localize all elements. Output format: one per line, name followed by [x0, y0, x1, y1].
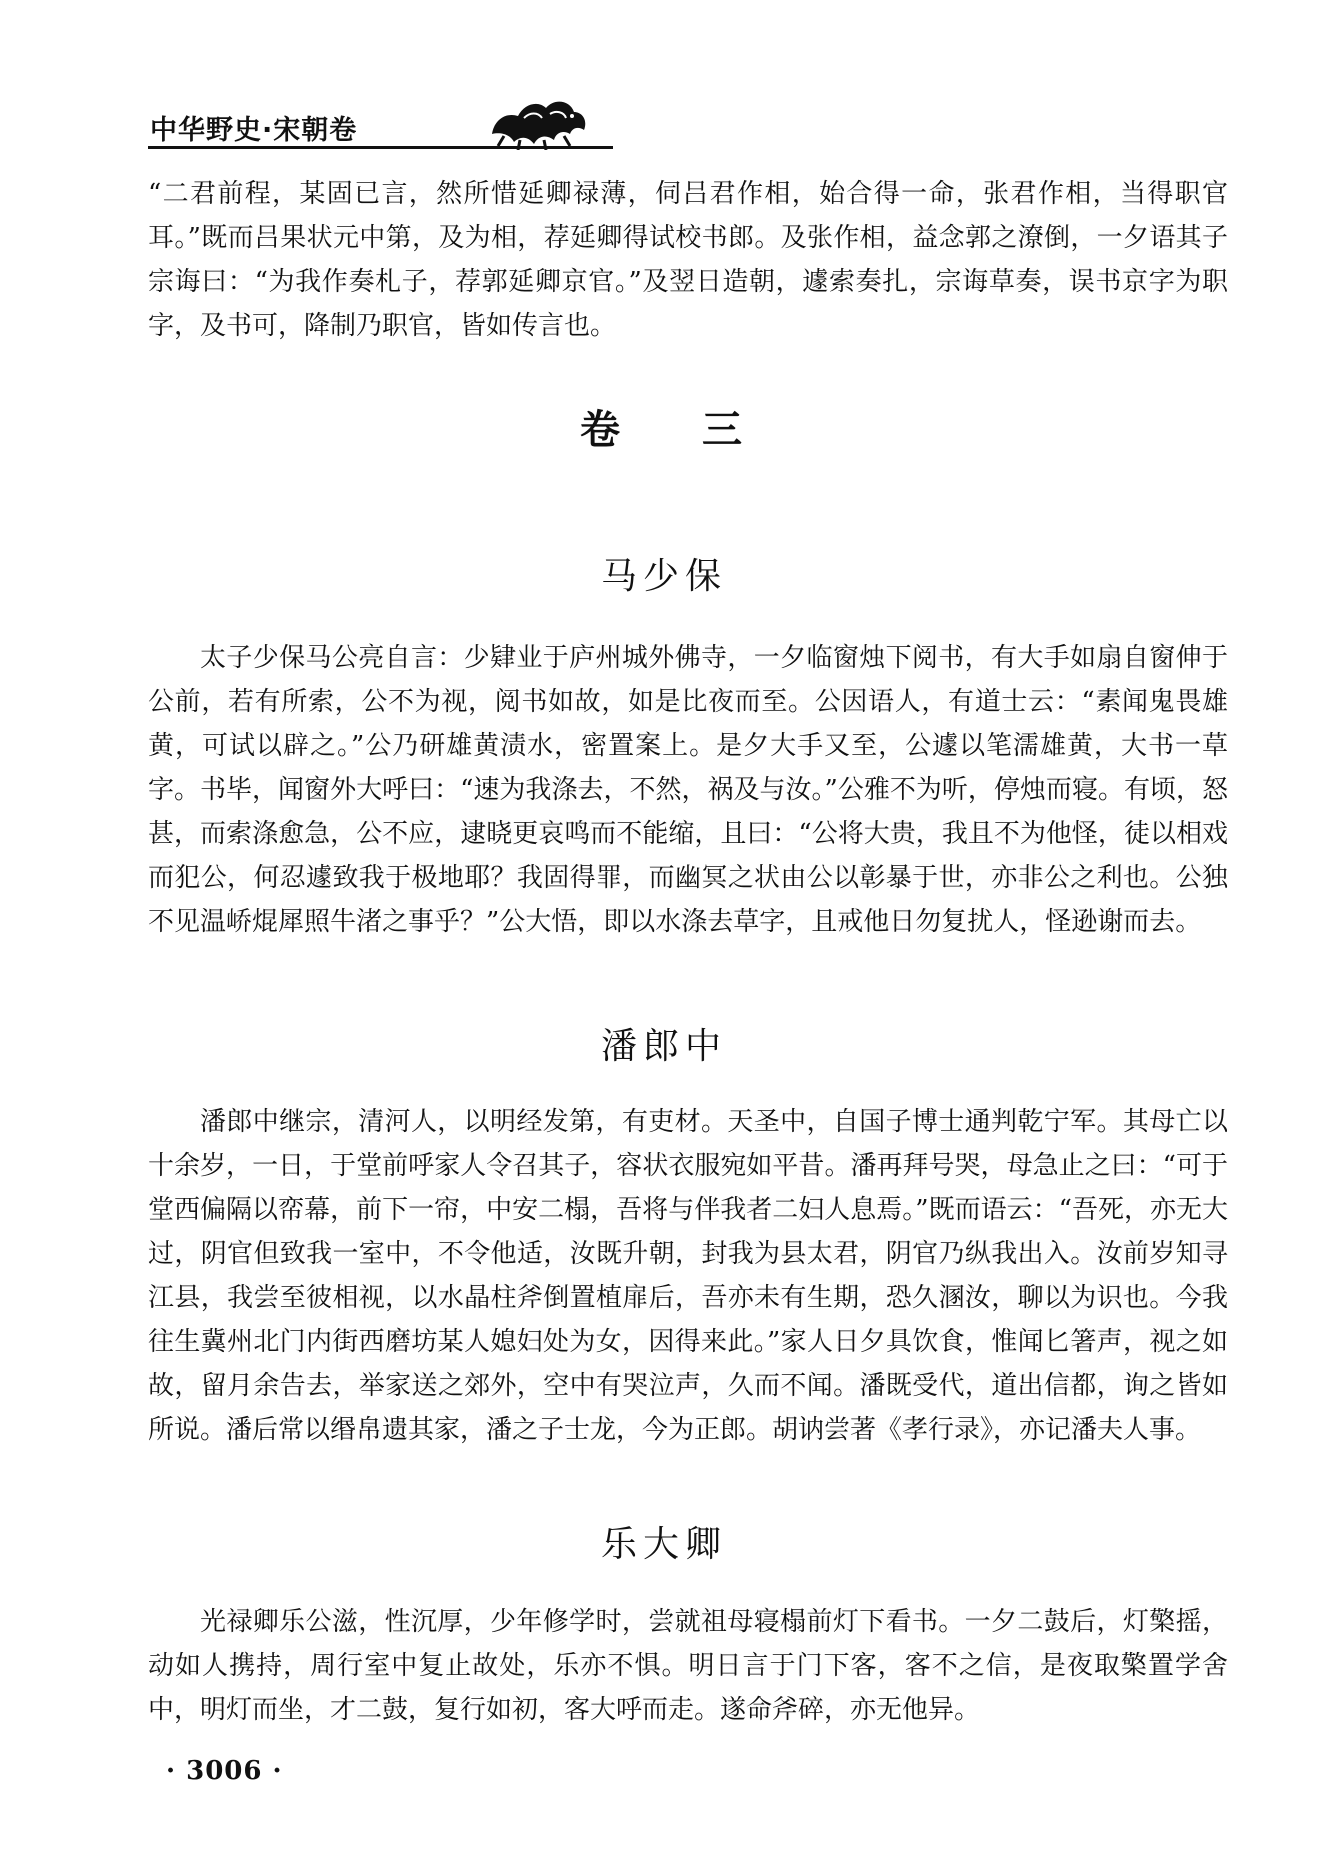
section-text-pan-langzhong: 潘郎中继宗，清河人，以明经发第，有吏材。天圣中，自国子博士通判乾宁军。其母亡以十余岁，一日，于堂前呼家人令召其子，容状衣服宛如平昔。潘再拜号哭，母急止之曰：“可于堂西偏隔以帟幕，前下一帘，中安二榻，吾将与伴我者二妇人息焉。”既而语云：“吾死，亦无大过，阴官但致我一室中，不令他适，汝既升朝，封我为县太君，阴官乃纵我出入。汝前岁知寻江县，我尝至彼相视，以水晶柱斧倒置植扉后，吾亦未有生期，恐久溷汝，聊以为识也。今我往生冀州北门内街西磨坊某人媳妇处为女，因得来此。”家人日夕具饮食，惟闻匕箸声，视之如故，留月余告去，举家送之郊外，空中有哭泣声，久而不闻。潘既受代，道出信都，询之皆如所说。潘后常以缗帛遗其家，潘之子士龙，今为正郎。胡讷尝著《孝行录》，亦记潘夫人事。 — [148, 1107, 1228, 1445]
section-title-ma-shaobao: 马少保 — [600, 556, 727, 597]
header-rule — [148, 146, 613, 149]
section-title-le-daqing: 乐大卿 — [600, 1524, 727, 1565]
section-text-ma-shaobao: 太子少保马公亮自言：少肄业于庐州城外佛寺，一夕临窗烛下阅书，有大手如扇自窗伸于公前，若有所索，公不为视，阅书如故，如是比夜而至。公因语人，有道士云：“素闻鬼畏雄黄，可试以辟之。”公乃研雄黄渍水，密置案上。是夕大手又至，公遽以笔濡雄黄，大书一草字。书毕，闻窗外大呼曰：“速为我涤去，不然，祸及与汝。”公雅不为听，停烛而寝。有顷，怒甚，而索涤愈急，公不应，逮晓更哀鸣而不能缩，且曰：“公将大贵，我且不为他怪，徒以相戏而犯公，何忍遽致我于极地耶？我固得罪，而幽冥之状由公以彰暴于世，亦非公之利也。公独不见温峤焜犀照牛渚之事乎？”公大悟，即以水涤去草字，且戒他日勿复扰人，怪逊谢而去。 — [148, 643, 1228, 937]
page-number: · 3006 · — [166, 1756, 283, 1786]
chapter-heading: 卷 三 — [580, 407, 776, 453]
section-title-pan-langzhong: 潘郎中 — [600, 1026, 727, 1067]
dragon-emblem-icon — [484, 90, 594, 150]
continued-paragraph: “二君前程，某固已言，然所惜延卿禄薄，伺吕君作相，始合得一命，张君作相，当得职官耳。”既而吕果状元中第，及为相，荐延卿得试校书郎。及张作相，益念郭之潦倒，一夕语其子宗诲曰：“为我作奏札子，荐郭延卿京官。”及翌日造朝，遽索奏扎，宗诲草奏，误书京字为职字，及书可，降制乃职官，皆如传言也。 — [148, 179, 1228, 341]
section-text-le-daqing: 光禄卿乐公滋，性沉厚，少年修学时，尝就祖母寝榻前灯下看书。一夕二鼓后，灯檠摇，动如人携持，周行室中复止故处，乐亦不惧。明日言于门下客，客不之信，是夜取檠置学舍中，明灯而坐，才二鼓，复行如初，客大呼而走。遂命斧碎，亦无他异。 — [148, 1607, 1228, 1725]
running-head — [148, 102, 1198, 154]
running-title: 中华野史·宋朝卷 — [150, 115, 358, 146]
